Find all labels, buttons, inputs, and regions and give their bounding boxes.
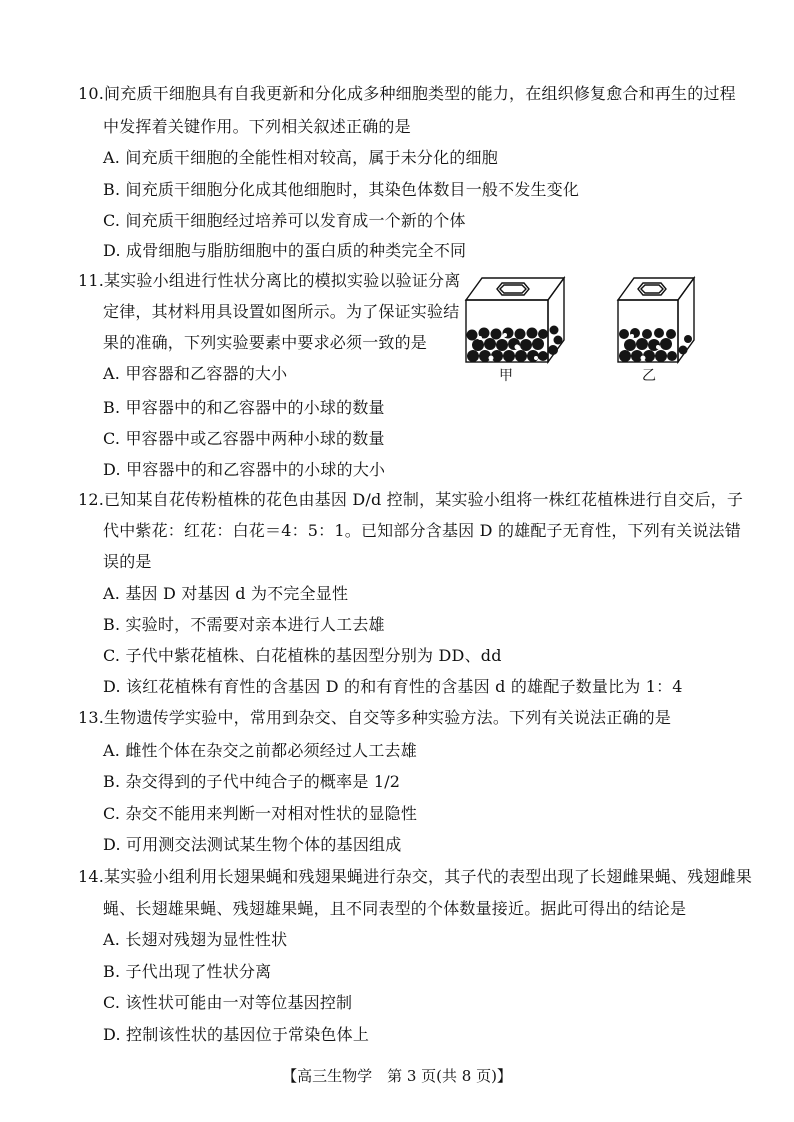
q14-option-d: D. 控制该性状的基因位于常染色体上 (103, 1025, 370, 1044)
q11-option-d: D. 甲容器中的和乙容器中的小球的大小 (103, 460, 386, 479)
q13-option-d: D. 可用测交法测试某生物个体的基因组成 (103, 835, 402, 854)
q13-number: 13. (78, 708, 105, 727)
page-footer: 【高三生物学 第 3 页(共 8 页)】 (282, 1067, 512, 1085)
q10-stem-text-1: 间充质干细胞具有自我更新和分化成多种细胞类型的能力，在组织修复愈合和再生的过程 (104, 84, 736, 103)
q12-option-c: C. 子代中紫花植株、白花植株的基因型分别为 DD、dd (103, 646, 502, 665)
q11-stem-line-2: 定律，其材料用具设置如图所示。为了保证实验结 (103, 302, 460, 321)
q13-stem-line-1 (78, 708, 671, 728)
q12-stem-line-1 (78, 490, 743, 510)
figure-label-yi: 乙 (642, 368, 656, 384)
q12-stem-line-2: 代中紫花：红花：白花＝4：5：1。已知部分含基因 D 的雄配子无育性，下列有关说法错 (103, 521, 741, 540)
q14-number: 14. (78, 867, 105, 886)
q14-stem-line-1 (78, 867, 752, 887)
q11-option-c: C. 甲容器中或乙容器中两种小球的数量 (103, 429, 385, 448)
q11-number: 11. (78, 271, 105, 290)
q11-option-b: B. 甲容器中的和乙容器中的小球的数量 (103, 398, 385, 417)
q14-option-a: A. 长翅对残翅为显性性状 (103, 930, 288, 949)
q12-stem-text-1: 已知某自花传粉植株的花色由基因 D/d 控制，某实验小组将一株红花植株进行自交后，子 (104, 490, 744, 509)
q13-stem-text-1: 生物遗传学实验中，常用到杂交、自交等多种实验方法。下列有关说法正确的是 (104, 708, 672, 727)
q10-stem-line-2: 中发挥着关键作用。下列相关叙述正确的是 (103, 117, 411, 136)
q10-stem-line-1 (78, 84, 736, 104)
q10-number: 10. (78, 84, 105, 103)
q13-option-a: A. 雌性个体在杂交之前都必须经过人工去雄 (103, 741, 417, 760)
q11-containers-figure (462, 272, 712, 392)
q14-option-b: B. 子代出现了性状分离 (103, 962, 272, 981)
q11-stem-text-1: 某实验小组进行性状分离比的模拟实验以验证分离 (104, 271, 461, 290)
q10-option-c: C. 间充质干细胞经过培养可以发育成一个新的个体 (103, 211, 466, 230)
q10-option-b: B. 间充质干细胞分化成其他细胞时，其染色体数目一般不发生变化 (103, 180, 580, 199)
q12-stem-line-3: 误的是 (103, 552, 152, 571)
q12-option-b: B. 实验时，不需要对亲本进行人工去雄 (103, 615, 385, 634)
figure-label-jia: 甲 (499, 368, 513, 384)
q14-stem-line-2: 蝇、长翅雄果蝇、残翅雄果蝇，且不同表型的个体数量接近。据此可得出的结论是 (103, 899, 687, 918)
q11-option-a: A. 甲容器和乙容器的大小 (103, 364, 288, 383)
q10-option-d: D. 成骨细胞与脂肪细胞中的蛋白质的种类完全不同 (103, 241, 467, 260)
q10-option-a: A. 间充质干细胞的全能性相对较高，属于未分化的细胞 (103, 148, 498, 167)
q12-number: 12. (78, 490, 105, 509)
q13-option-b: B. 杂交得到的子代中纯合子的概率是 1/2 (103, 772, 401, 791)
q14-stem-text-1: 某实验小组利用长翅果蝇和残翅果蝇进行杂交，其子代的表型出现了长翅雌果蝇、残翅雌果 (104, 867, 753, 886)
q12-option-a: A. 基因 D 对基因 d 为不完全显性 (103, 584, 349, 603)
q14-option-c: C. 该性状可能由一对等位基因控制 (103, 993, 353, 1012)
q12-option-d: D. 该红花植株有育性的含基因 D 的和有育性的含基因 d 的雄配子数量比为 1：4 (103, 677, 683, 696)
q11-stem-line-3: 果的准确，下列实验要素中要求必须一致的是 (103, 333, 428, 352)
q13-option-c: C. 杂交不能用来判断一对相对性状的显隐性 (103, 804, 418, 823)
q11-stem-line-1 (78, 271, 460, 291)
